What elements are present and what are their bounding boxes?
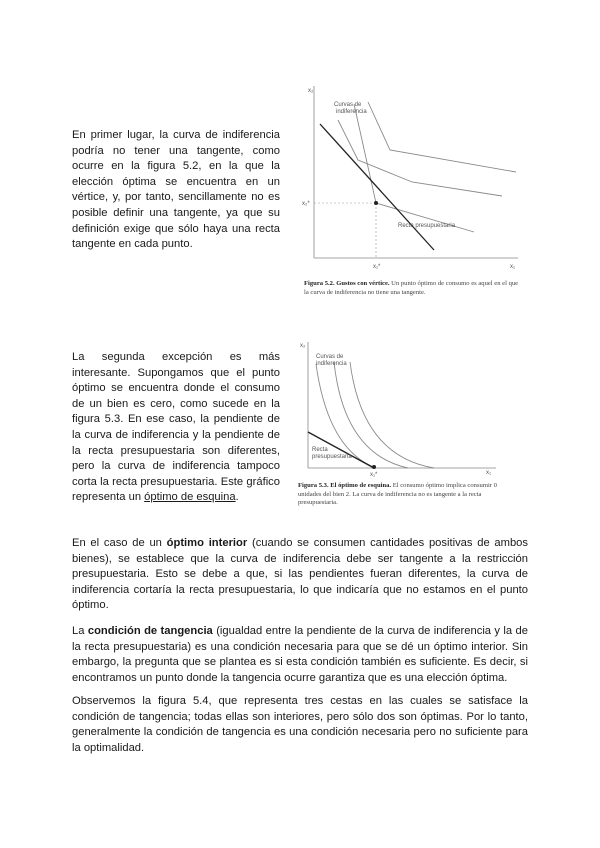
budget-label-line1: Recta — [312, 447, 328, 453]
paragraph-end: . — [235, 491, 239, 504]
paragraph-text: (igualdad entre la pendiente de la curva de indiferencia y la de la recta presupuestaria) es una condición necesaria para que se dé un óptimo interior. Sin embargo, la pregunta que se plantea es si esta condición también es suficiente. Es decir, si encontramos un punto donde la tangencia ocurre garantiza que es una elección óptima. — [72, 625, 528, 684]
caption-text: El consumo óptimo implica consumir 0 unidades del bien 2. La curva de indiferencia no es tangente a la recta presupuestaria. — [298, 482, 497, 507]
paragraph-text: La segunda excepción es más interesante. Supongamos que el punto óptimo se encuentra donde el consumo de un bien es cero, como sucede en la figura 5.3. En ese caso, la pendiente de la curva de indiferencia y la pendiente de la recta presupuestaria son diferentes, pero la curva de indiferencia tampoco corta la recta presupuestaria. Este gráfico representa un — [72, 351, 280, 504]
x1-star-label: x₁* — [370, 472, 378, 478]
figure-5-3 — [290, 338, 510, 478]
y-axis-label: x₂ — [300, 343, 306, 349]
indifference-curve-2 — [354, 104, 474, 232]
budget-label-line2: presupuestaria — [312, 454, 352, 460]
budget-line-label: Recta presupuestaria — [398, 223, 456, 229]
link-corner-optimum[interactable]: óptimo de esquina — [144, 491, 236, 504]
term-tangency-condition: condición de tangencia — [87, 625, 213, 637]
curves-label-line1: Curvas de — [316, 354, 344, 360]
caption-title: Figura 5.2. Gustos con vértice. — [304, 280, 390, 287]
paragraph-text: La — [72, 625, 88, 637]
caption-title: Figura 5.3. El óptimo de esquina. — [298, 482, 392, 489]
paragraph-interior-optimum — [72, 536, 528, 614]
term-interior-optimum: óptimo interior — [166, 537, 248, 549]
indifference-curve-3 — [368, 102, 516, 172]
paragraph-kinked-preferences: En primer lugar, la curva de indiferencia podría no tener una tangente, como ocurre en la figura 5.2, en la que la elección óptima se encuentra en un vértice, y, por tanto, sencillamente no es posible definir una tangente, ya que su definición exige que sólo haya una recta tangente en cada punto. — [72, 129, 280, 251]
corner-optimum-point — [372, 465, 376, 469]
figure-5-2 — [296, 82, 536, 272]
paragraph-corner-solution — [72, 350, 280, 506]
curves-label-line2: indiferencia — [336, 109, 367, 115]
x-axis-label: x₁ — [486, 470, 492, 476]
curves-label-line1: Curvas de — [334, 102, 362, 108]
paragraph-tangency-condition — [72, 624, 528, 686]
paragraph-text: En el caso de un — [72, 537, 167, 549]
y-axis-label: x₂ — [308, 88, 314, 94]
caption-figure-5-3 — [298, 482, 508, 508]
paragraph-figure-5-4: Observemos la figura 5.4, que representa tres cestas en las cuales se satisface la condición de tangencia; todas ellas son interiores, pero sólo dos son óptimas. Por lo tanto, generalmente la condición de tangencia es una condición necesaria pero no suficiente para la optimalidad. — [72, 695, 528, 754]
caption-figure-5-2 — [304, 280, 524, 297]
budget-line — [320, 124, 434, 250]
indifference-curve-3 — [350, 362, 434, 468]
curves-label-line2: indiferencia — [316, 361, 347, 367]
caption-text: Un punto óptimo de consumo es aquel en el que la curva de indiferencia no tiene una tangente. — [304, 280, 519, 296]
indifference-curve-1 — [338, 120, 502, 196]
optimum-point — [374, 201, 378, 205]
paragraph-text: (cuando se consumen cantidades positivas de ambos bienes), se establece que la curva de indiferencia debe ser tangente a la restricción presupuestaria. Esto se debe a que, si las pendientes fueran diferentes, la curva de indiferencia cortaría la recta presupuestaria, lo que indicaría que no estamos en el punto óptimo. — [72, 537, 528, 612]
x1-star-label: x₁* — [373, 264, 381, 270]
x-axis-label: x₁ — [510, 264, 516, 270]
x2-star-label: x₂* — [302, 201, 310, 207]
